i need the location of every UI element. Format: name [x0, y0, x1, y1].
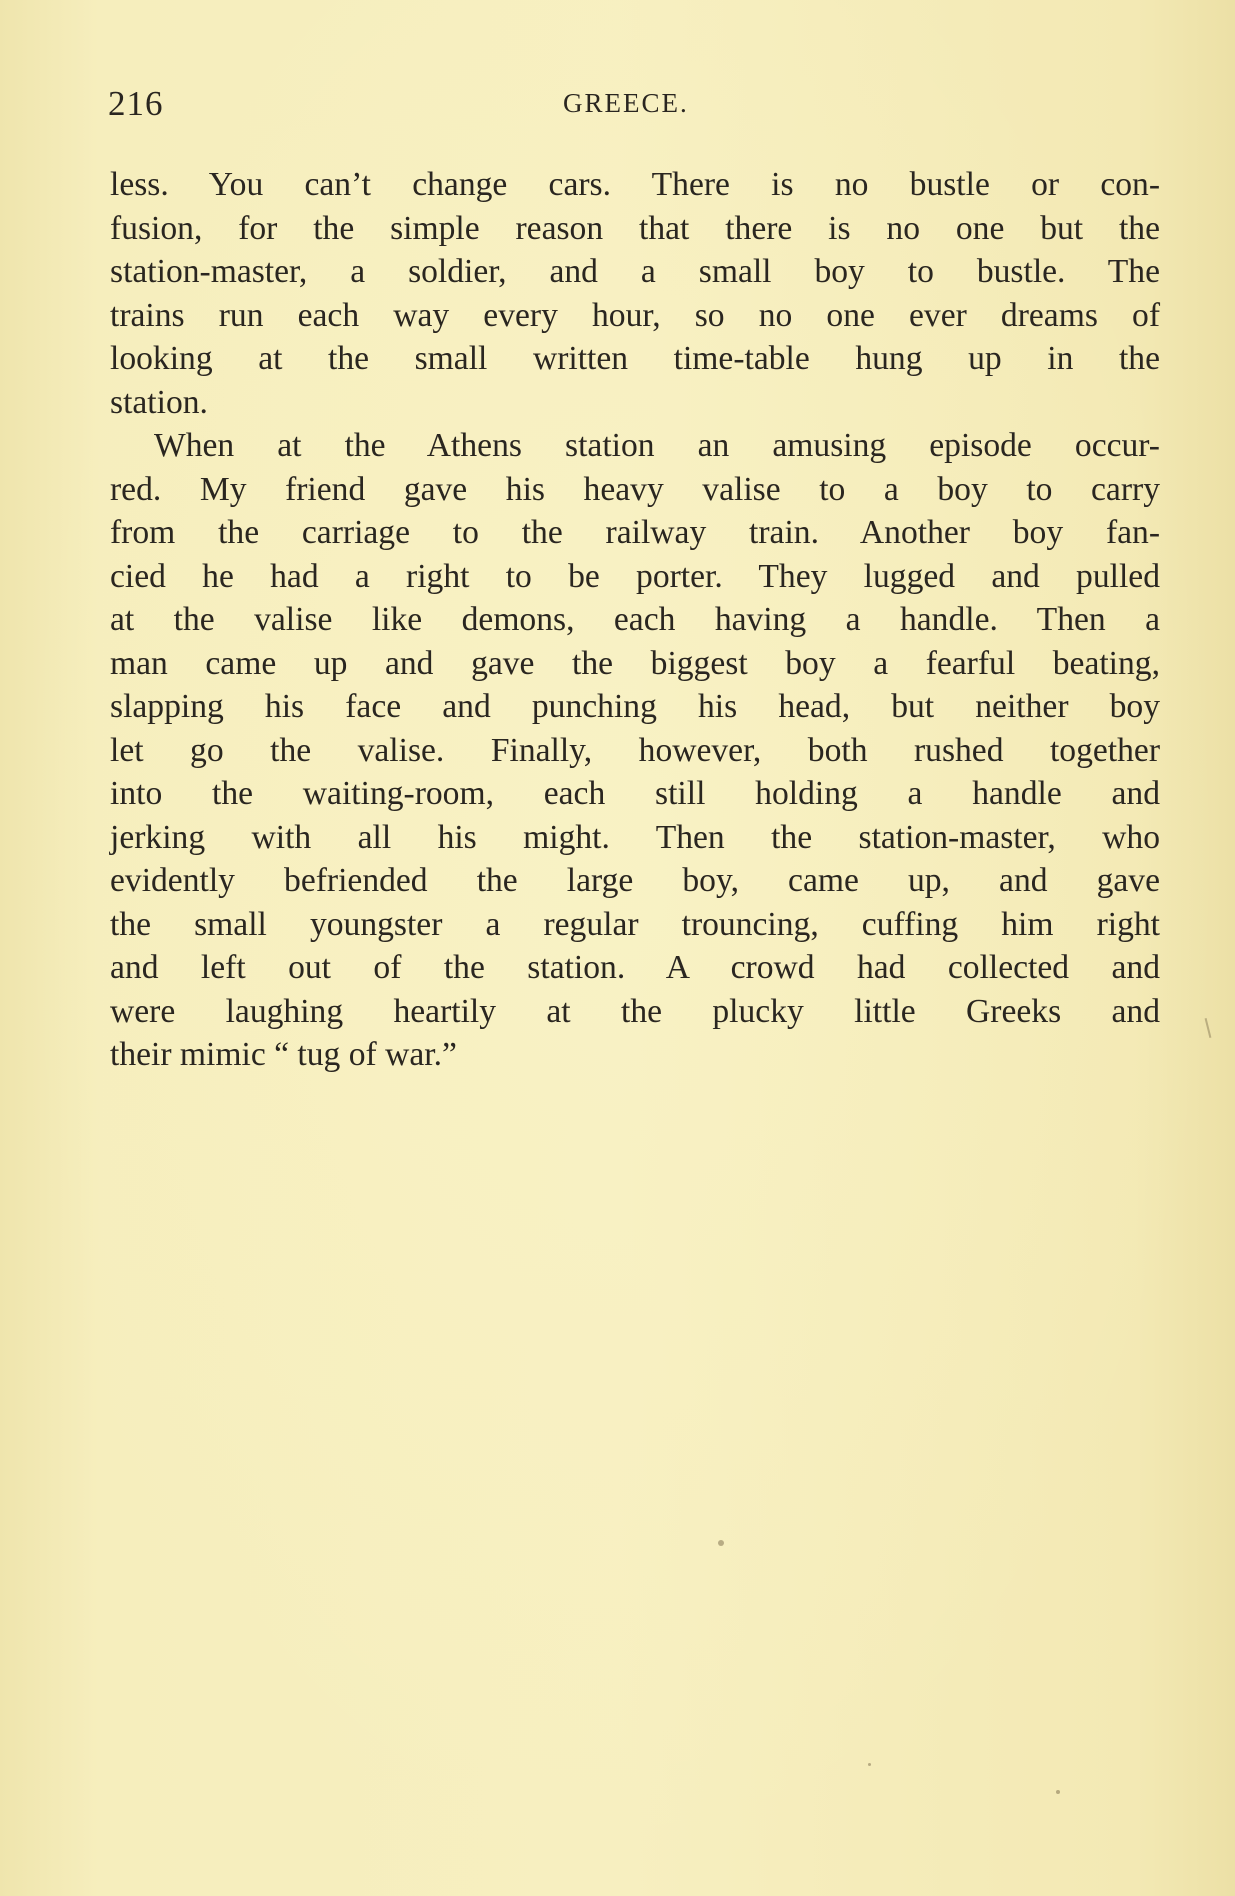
- text-line: and left out of the station. A crowd had collected and: [110, 949, 1160, 986]
- text-line: looking at the small written time-table hung up in the: [110, 340, 1160, 377]
- text-line: were laughing heartily at the plucky little Greeks and: [110, 992, 1160, 1030]
- text-line: red. My friend gave his heavy valise to a boy to carry: [110, 470, 1160, 508]
- body-text: [110, 163, 1160, 1077]
- ink-speck: [1056, 1790, 1060, 1794]
- text-line: station-master, a soldier, and a small boy to bustle. The: [110, 253, 1160, 290]
- paragraph-end-line: their mimic “ tug of war.”: [110, 1036, 457, 1073]
- text-line: less. You can’t change cars. There is no bustle or con-: [110, 166, 1160, 203]
- text-line: trains run each way every hour, so no one ever dreams of: [110, 296, 1160, 334]
- paragraph-end-line: station.: [110, 383, 208, 421]
- text-line: let go the valise. Finally, however, both rushed together: [110, 731, 1160, 769]
- text-line: slapping his face and punching his head, but neither boy: [110, 688, 1160, 725]
- margin-mark: [1205, 1018, 1212, 1038]
- ink-speck: [718, 1540, 724, 1546]
- text-line: from the carriage to the railway train. Another boy fan-: [110, 514, 1160, 551]
- text-line: evidently befriended the large boy, came up, and gave: [110, 862, 1160, 899]
- text-line: jerking with all his might. Then the station-master, who: [110, 818, 1160, 856]
- text-line: fusion, for the simple reason that there is no one but the: [110, 209, 1160, 247]
- text-line: cied he had a right to be porter. They lugged and pulled: [110, 557, 1160, 595]
- running-head: [108, 84, 1158, 128]
- text-line: man came up and gave the biggest boy a fearful beating,: [110, 644, 1160, 682]
- paragraph-start-line: When at the Athens station an amusing episode occur-: [154, 427, 1160, 464]
- ink-speck: [868, 1763, 871, 1766]
- running-title: GREECE.: [563, 88, 689, 118]
- text-line: the small youngster a regular trouncing, cuffing him right: [110, 905, 1160, 943]
- text-line: into the waiting-room, each still holding a handle and: [110, 775, 1160, 812]
- text-line: at the valise like demons, each having a handle. Then a: [110, 601, 1160, 638]
- page-number: 216: [108, 84, 164, 123]
